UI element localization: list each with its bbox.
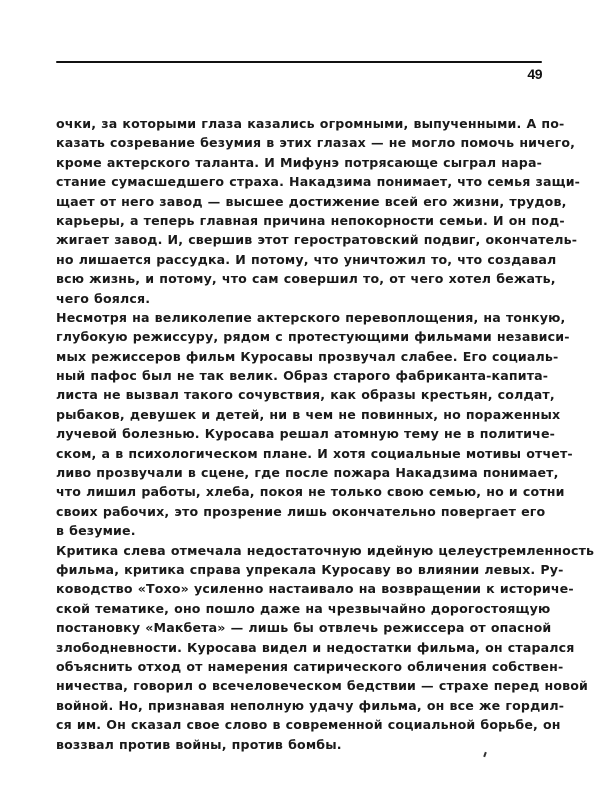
text-line: но лишается рассудка. И потому, что уничтожил то, что создавал <box>56 251 557 267</box>
text-line: войной. Но, признавая неполную удачу фильма, он все же гордил- <box>56 697 565 713</box>
text-line: стание сумасшедшего страха. Накадзима понимает, что семья защи- <box>56 174 581 190</box>
text-line: своих рабочих, это прозрение лишь окончательно повергает его <box>56 503 546 519</box>
text-line: мых режиссеров фильм Куросавы прозвучал слабее. Его социаль- <box>56 348 559 364</box>
text-line: глубокую режиссуру, рядом с протестующими фильмами независи- <box>56 329 570 345</box>
text-line: ском, а в психологическом плане. И хотя социальные мотивы отчет- <box>56 445 573 461</box>
text-line: карьеры, а теперь главная причина непокорности семьи. И он под- <box>56 212 565 228</box>
body-text <box>56 114 595 754</box>
text-line: рыбаков, девушек и детей, ни в чем не повинных, но пораженных <box>56 406 561 422</box>
text-line: постановку «Макбета» — лишь бы отвлечь режиссера от опасной <box>56 620 552 636</box>
text-line: лучевой болезнью. Куросава решал атомную тему не в политиче- <box>56 426 556 442</box>
text-line: чего боялся. <box>56 290 151 306</box>
header-rule <box>56 61 542 63</box>
text-line: ный пафос был не так велик. Образ старого фабриканта-капита- <box>56 368 549 384</box>
text-line: Несмотря на великолепие актерского перевоплощения, на тонкую, <box>56 309 566 325</box>
text-line: жигает завод. И, свершив этот герострaтовский подвиг, окончатель- <box>56 232 578 248</box>
text-line: всю жизнь, и потому, что сам совершил то, от чего хотел бежать, <box>56 271 556 287</box>
text-line: в безумие. <box>56 523 136 539</box>
text-line: кроме актерского таланта. И Мифунэ потрясающе сыграл нара- <box>56 154 542 170</box>
paragraph-3 <box>56 541 595 754</box>
page-number: 49 <box>527 66 542 82</box>
text-line: щает от него завод — высшее достижение всей его жизни, трудов, <box>56 193 567 209</box>
text-line: воззвал против войны, против бомбы. <box>56 736 342 752</box>
text-line: ской тематике, оно пошло даже на чрезвычайно дорогостоящую <box>56 600 551 616</box>
paragraph-1 <box>56 114 581 308</box>
text-line: Критика слева отмечала недостаточную идейную целеустремленность <box>56 542 595 558</box>
text-line: ничества, говорил о всечеловеческом бедствии — страхе перед новой <box>56 678 589 694</box>
text-line: фильма, критика справа упрекала Куросаву во влиянии левых. Ру- <box>56 561 564 577</box>
paragraph-2 <box>56 308 573 541</box>
text-line: объяснить отход от намерения сатирического обличения собствен- <box>56 658 564 674</box>
text-line: злободневности. Куросава видел и недостатки фильма, он старался <box>56 639 575 655</box>
text-line: листа не вызвал такого сочувствия, как образы крестьян, солдат, <box>56 387 555 403</box>
text-line: ливо прозвучали в сцене, где после пожара Накадзима понимает, <box>56 465 559 481</box>
text-line: ся им. Он сказал свое слово в современной социальной борьбе, он <box>56 717 561 733</box>
text-line: что лишил работы, хлеба, покоя не только свою семью, но и сотни <box>56 484 565 500</box>
text-line: ководство «Тохо» усиленно настаивало на возвращении к историче- <box>56 581 574 597</box>
text-line: казать созревание безумия в этих глазах — не могло помочь ничего, <box>56 135 576 151</box>
scan-speck <box>483 752 487 757</box>
text-line: очки, за которыми глаза казались огромными, выпученными. А по- <box>56 116 565 131</box>
